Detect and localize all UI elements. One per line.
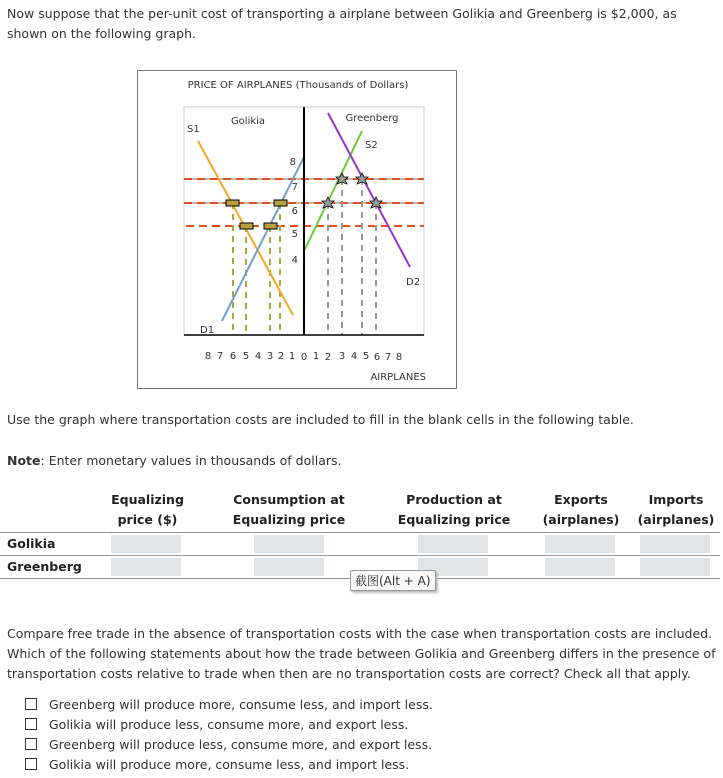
instructions-text: Use the graph where transportation costs are included to fill in the blank cells in the following table. — [7, 412, 634, 427]
golikia-equalizing-price-input[interactable] — [111, 535, 181, 553]
option-2[interactable] — [25, 714, 433, 734]
svg-text:3: 3 — [266, 351, 274, 362]
svg-text:0: 0 — [300, 352, 308, 363]
note-text — [7, 451, 341, 471]
svg-text:6: 6 — [291, 206, 298, 217]
greenberg-imports-input[interactable] — [640, 558, 710, 576]
options-list — [25, 694, 433, 774]
golikia-label: Golikia — [230, 116, 266, 127]
checkbox-2[interactable] — [25, 718, 37, 730]
svg-text:1: 1 — [312, 351, 320, 362]
row-label-greenberg: Greenberg — [7, 559, 82, 574]
screenshot-tooltip: 截图(Alt + A) — [350, 570, 436, 591]
option-1-label: Greenberg will produce more, consume less, and import less. — [49, 696, 433, 712]
d1-label: D1 — [200, 325, 215, 336]
trade-graph-svg — [138, 71, 458, 390]
checkbox-3[interactable] — [25, 738, 37, 750]
trade-graph — [137, 70, 457, 389]
option-3[interactable] — [25, 734, 433, 754]
greenberg-exports-input[interactable] — [545, 558, 615, 576]
s1-label: S1 — [187, 124, 200, 135]
svg-text:4: 4 — [291, 255, 298, 266]
svg-text:8: 8 — [289, 157, 296, 168]
golikia-production-input[interactable] — [418, 535, 488, 553]
greenberg-label: Greenberg — [345, 113, 399, 124]
s2-label: S2 — [365, 140, 378, 151]
golikia-exports-input[interactable] — [545, 535, 615, 553]
checkbox-4[interactable] — [25, 758, 37, 770]
quantity-tick-labels — [205, 351, 402, 363]
d2-label: D2 — [406, 277, 421, 288]
greenberg-consumption-input[interactable] — [254, 558, 324, 576]
svg-text:4: 4 — [254, 351, 262, 362]
svg-text:6: 6 — [373, 352, 381, 363]
svg-text:1: 1 — [288, 351, 296, 362]
option-1[interactable] — [25, 694, 433, 714]
svg-text:4: 4 — [350, 351, 358, 362]
svg-text:6: 6 — [229, 351, 237, 362]
option-4[interactable] — [25, 754, 433, 774]
svg-text:2: 2 — [324, 352, 332, 363]
header-consumption: Consumption at Equalizing price — [232, 492, 346, 527]
header-equalizing-price: Equalizing price ($) — [111, 492, 184, 527]
svg-text:3: 3 — [338, 351, 346, 362]
checkbox-1[interactable] — [25, 698, 37, 710]
header-exports: Exports (airplanes) — [542, 492, 620, 527]
svg-text:5: 5 — [291, 229, 298, 240]
x-axis-label: AIRPLANES — [370, 372, 426, 383]
option-2-label: Golikia will produce less, consume more, and export less. — [49, 716, 409, 732]
note-body: : Enter monetary values in thousands of dollars. — [40, 453, 342, 468]
option-3-label: Greenberg will produce less, consume more, and export less. — [49, 736, 433, 752]
greenberg-equalizing-price-input[interactable] — [111, 558, 181, 576]
svg-text:7: 7 — [291, 182, 298, 193]
svg-text:8: 8 — [395, 352, 403, 363]
svg-text:5: 5 — [242, 351, 250, 362]
row-label-golikia: Golikia — [7, 536, 56, 551]
table-divider — [0, 555, 720, 556]
svg-text:5: 5 — [362, 351, 370, 362]
golikia-consumption-input[interactable] — [254, 535, 324, 553]
golikia-imports-input[interactable] — [640, 535, 710, 553]
svg-text:8: 8 — [204, 351, 212, 362]
header-imports: Imports (airplanes) — [637, 492, 715, 527]
compare-paragraph: Compare free trade in the absence of transportation costs with the case when transportation costs are included. Which of the following statements about how the trade between Golikia and Greenberg differs in the presence of transportation costs relative to trade when then are no transportation costs are correct? Check all that apply. — [7, 626, 716, 681]
header-production: Production at Equalizing price — [397, 492, 511, 527]
svg-text:2: 2 — [277, 351, 285, 362]
note-label: Note — [7, 453, 41, 468]
graph-title: PRICE OF AIRPLANES (Thousands of Dollars) — [187, 80, 409, 91]
svg-text:7: 7 — [384, 352, 392, 363]
intro-paragraph: Now suppose that the per-unit cost of transporting a airplane between Golikia and Greenberg is $2,000, as shown on the following graph. — [7, 6, 677, 41]
table-divider — [0, 532, 720, 533]
option-4-label: Golikia will produce more, consume less, and import less. — [49, 756, 410, 772]
svg-text:7: 7 — [216, 351, 224, 362]
